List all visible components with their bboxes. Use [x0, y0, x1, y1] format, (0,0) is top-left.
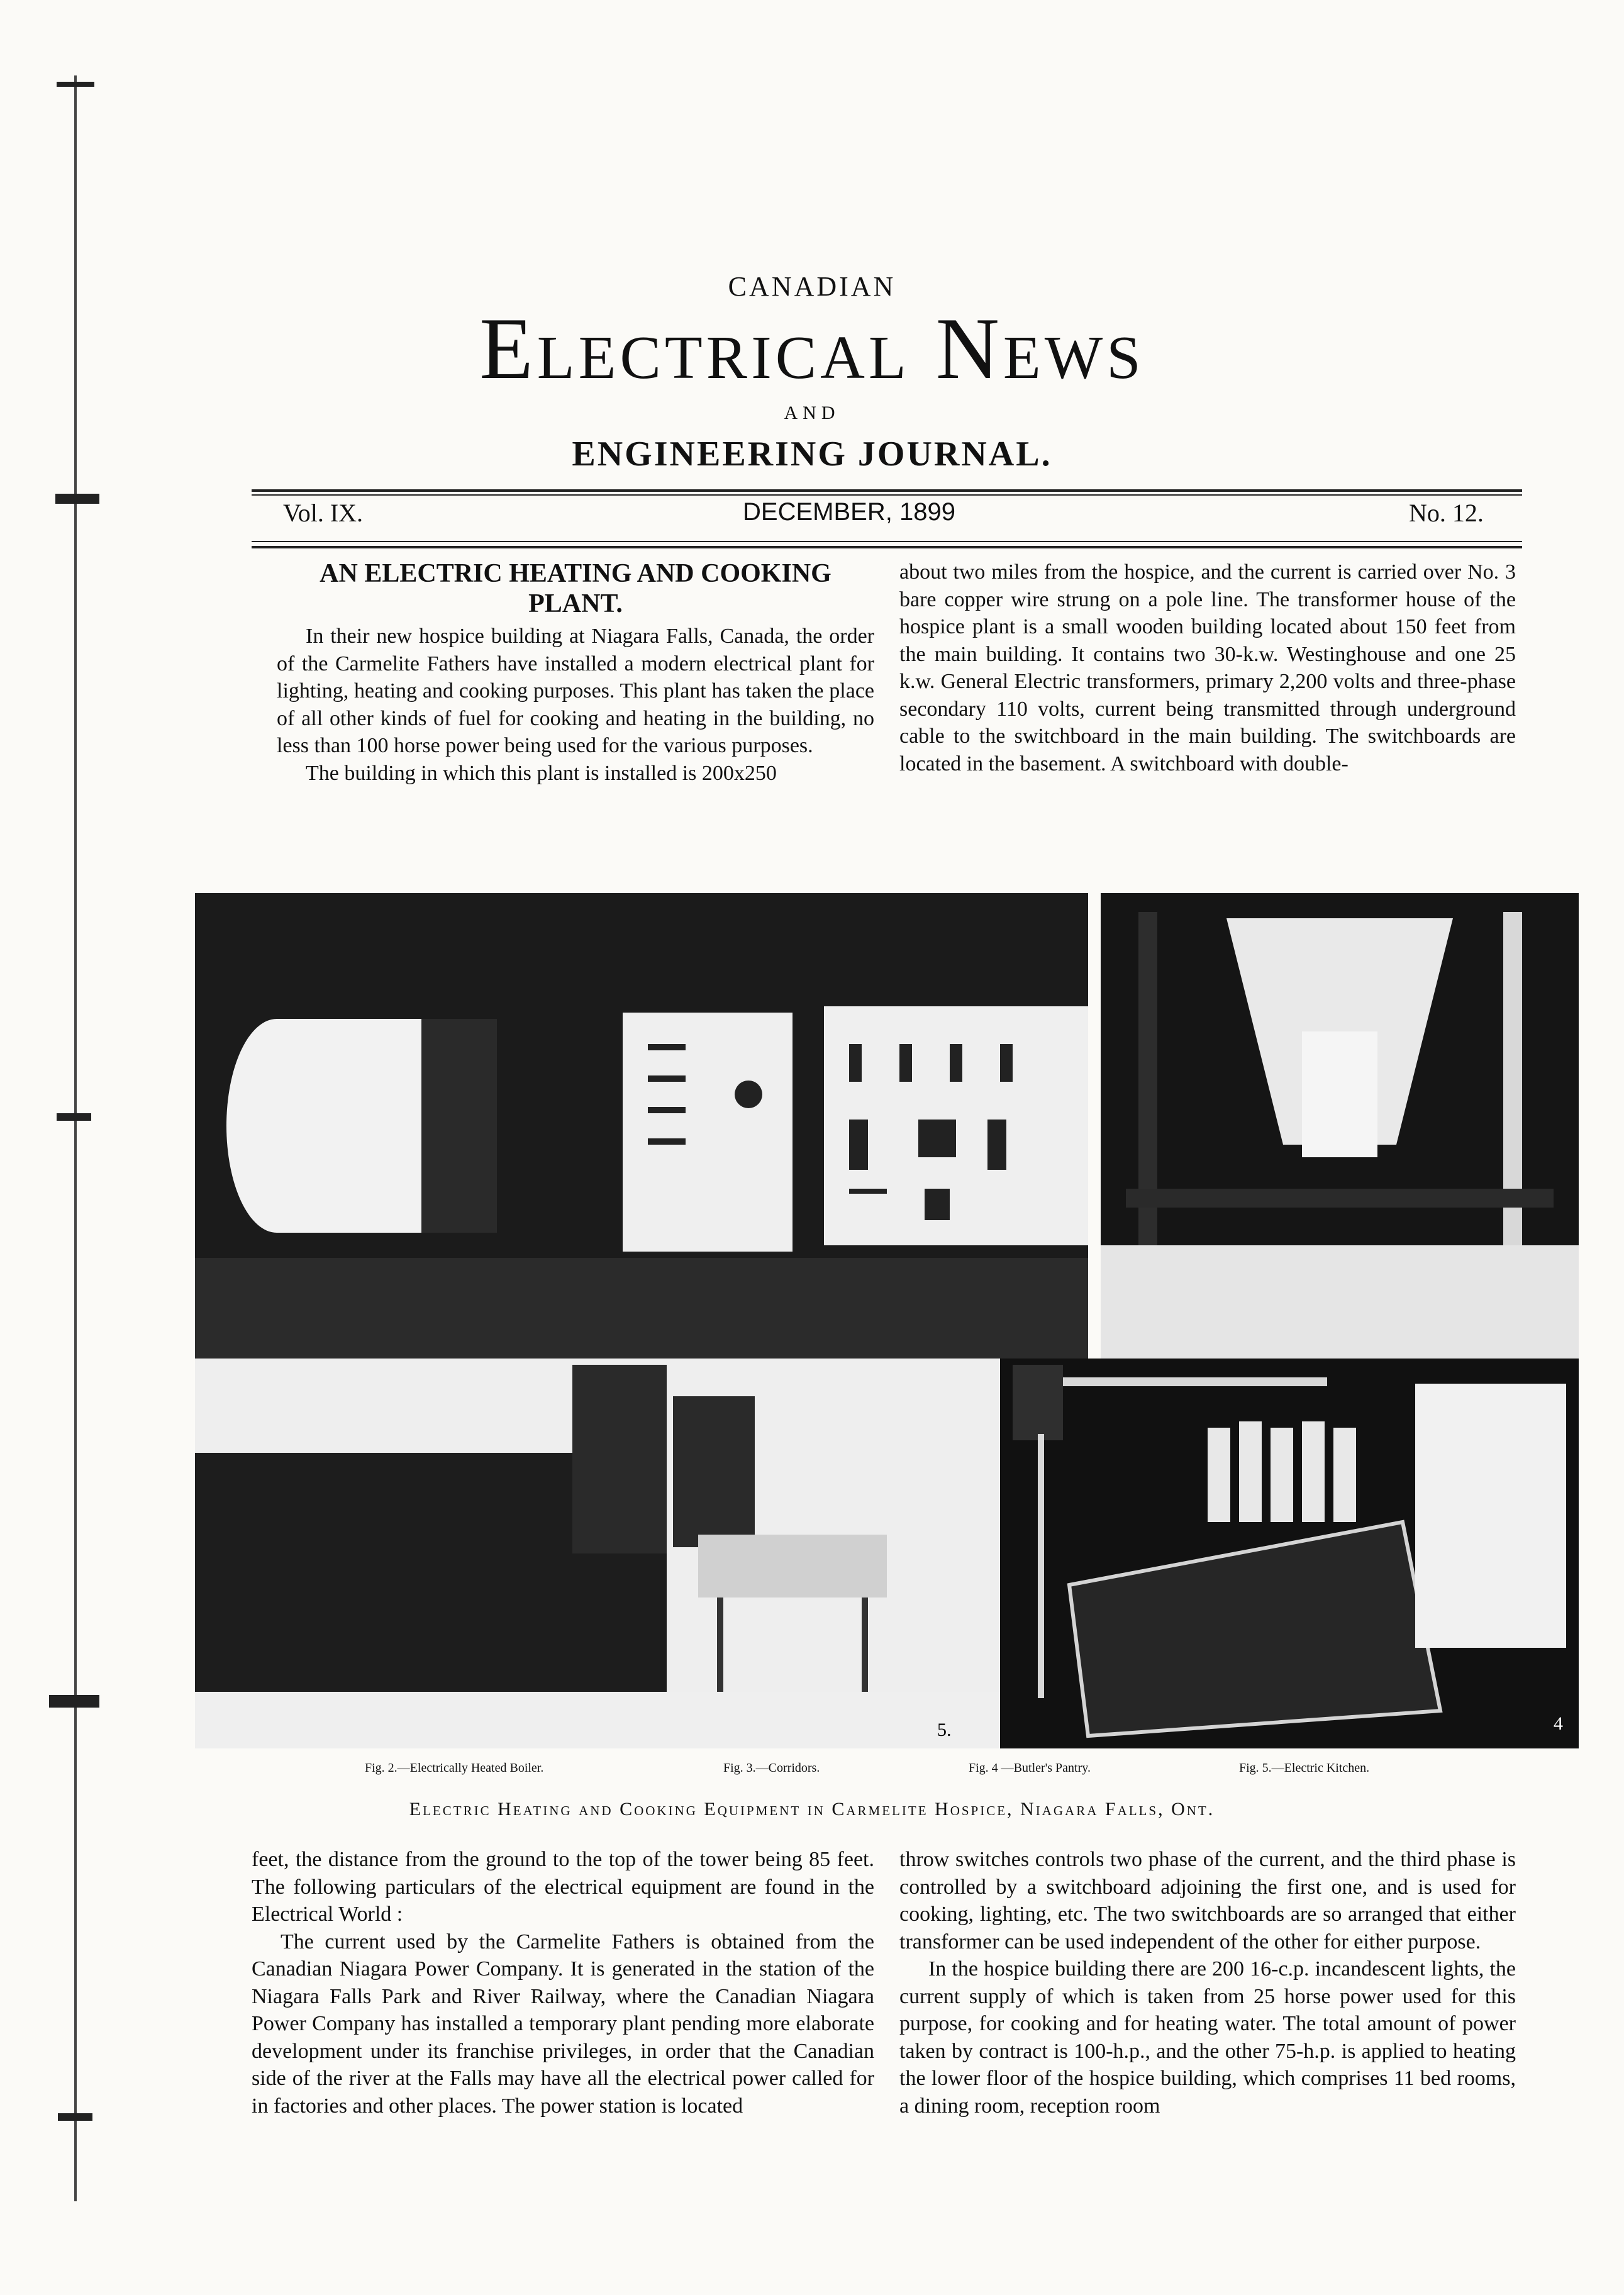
- caption-fig2: Fig. 2.—Electrically Heated Boiler.: [365, 1761, 544, 1775]
- masthead-title: Electrical News: [479, 300, 1145, 397]
- figure-corridors-photo: [1101, 893, 1579, 1359]
- figure-boiler-photo: [195, 893, 1088, 1359]
- paragraph: In their new hospice building at Niagara Falls, Canada, the order of the Carmelite Fathers have installed a modern electrical plant for lighting, heating and cooking purposes. This plant has taken the place of all other kinds of fuel for cooking and heating in the building, no less than 100 horse power being used for the various purposes.: [277, 625, 874, 757]
- caption-fig4: Fig. 4 —Butler's Pantry.: [969, 1761, 1091, 1775]
- paragraph: feet, the distance from the ground to the top of the tower being 85 feet. The following particulars of the electrical equipment are found in the Electrical World :: [252, 1848, 874, 1926]
- caption-fig3: Fig. 3.—Corridors.: [723, 1761, 820, 1775]
- volume: Vol. IX.: [283, 499, 364, 527]
- paragraph: In the hospice building there are 200 16-c.p. incandescent lights, the current supply of which is taken from 25 horse power used for this purpose, for cooking and for heating water. The total amount of power taken by contract is 100-h.p., and the other 75-h.p. is applied to heating the lower floor of the hospice building, which comprises 11 bed rooms, a dining room, reception room: [899, 1957, 1516, 2118]
- masthead-top: CANADIAN: [728, 271, 896, 302]
- article-top-left: [277, 558, 874, 787]
- article-headline: AN ELECTRIC HEATING AND COOKING PLANT.: [320, 559, 831, 618]
- article-bottom-right: [899, 1846, 1516, 2120]
- plate-caption: Electric Heating and Cooking Equipment in Carmelite Hospice, Niagara Falls, Ont.: [409, 1799, 1215, 1820]
- margin-mark: [57, 1113, 91, 1121]
- header-rule-top-2: [252, 494, 1522, 496]
- caption-fig5: Fig. 5.—Electric Kitchen.: [1239, 1761, 1370, 1775]
- figure-number-4: 4: [1554, 1713, 1563, 1734]
- issue-number: No. 12.: [1409, 499, 1484, 527]
- article-bottom-left: [252, 1846, 874, 2120]
- figure-number-5: 5.: [937, 1720, 952, 1740]
- issue-date: DECEMBER, 1899: [743, 498, 955, 526]
- margin-rule: [74, 75, 77, 2201]
- masthead-subtitle: ENGINEERING JOURNAL.: [572, 435, 1052, 474]
- margin-mark: [49, 1695, 99, 1708]
- margin-mark: [55, 494, 99, 504]
- margin-mark: [57, 82, 94, 87]
- header-rule-bottom-2: [252, 546, 1522, 548]
- header-rule-bottom: [252, 541, 1522, 542]
- paragraph: throw switches controls two phase of the current, and the third phase is controlled by a switchboard adjoining the first one, and is used for cooking, lighting, etc. The two switchboards are so arranged that either transformer can be used independent of the other for either purpose.: [899, 1848, 1516, 1953]
- masthead-and: AND: [784, 403, 840, 423]
- paragraph: The current used by the Carmelite Fathers is obtained from the Canadian Niagara Power Company. It is generated in the station of the Niagara Falls Park and River Railway, where the Canadian Niagara Power Company has installed a temporary plant pending more elaborate development under its franchise privileges, in order that the Canadian side of the river at the Falls may have all the electrical power called for in factories and other places. The power station is located: [252, 1930, 874, 2118]
- margin-mark: [58, 2113, 92, 2121]
- paragraph: about two miles from the hospice, and the current is carried over No. 3 bare copper wire strung on a pole line. The transformer house of the hospice plant is a small wooden building located about 150 feet from the main building. It contains two 30-k.w. Westinghouse and one 25 k.w. General Electric transformers, primary 2,200 volts and three-phase secondary 110 volts, current being transmitted through underground cable to the switchboard in the main building. The switchboards are located in the basement. A switchboard with double-: [899, 560, 1516, 775]
- article-top-right: [899, 558, 1516, 777]
- header-rule-top: [252, 489, 1522, 492]
- figure-kitchen-photo: [1000, 1359, 1579, 1748]
- paragraph: The building in which this plant is installed is 200x250: [306, 761, 777, 785]
- figure-pantry-photo: [195, 1359, 1000, 1748]
